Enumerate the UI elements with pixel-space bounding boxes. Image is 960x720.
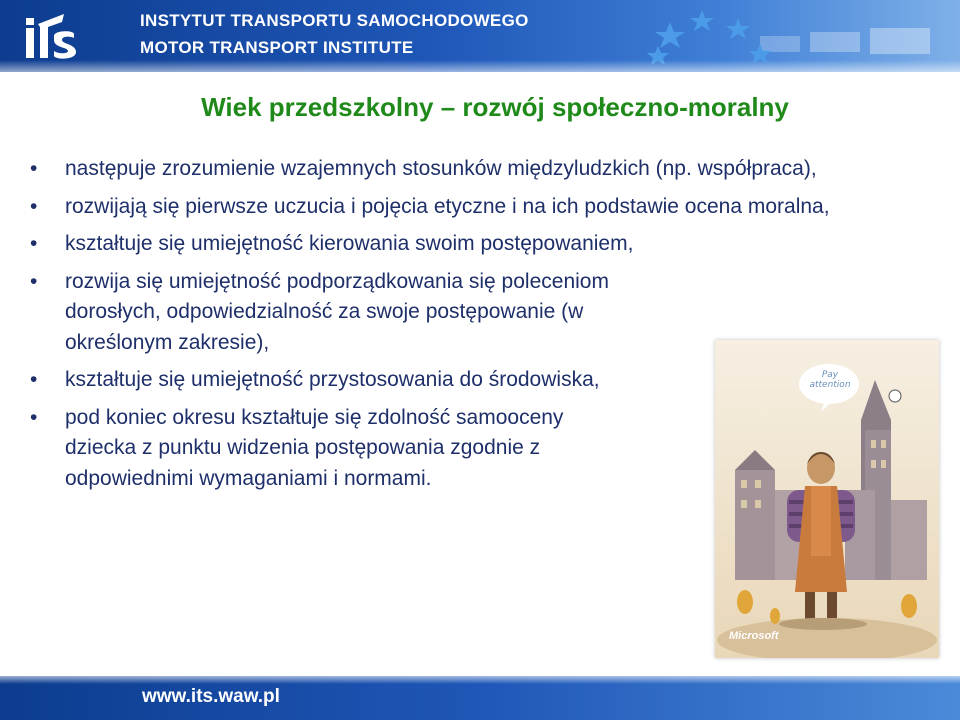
org-name-english: MOTOR TRANSPORT INSTITUTE <box>140 38 414 57</box>
footer-shine <box>0 676 960 684</box>
bullet-item: • rozwija się umiejętność podporządkowania się poleceniom dorosłych, odpowiedzialność za swoje postępowanie (w określonym zakresie), <box>30 267 625 359</box>
its-logo-icon <box>24 10 78 64</box>
poster-image <box>715 340 939 658</box>
microsoft-logo: Microsoft <box>729 630 779 642</box>
bullet-list <box>30 154 830 501</box>
header-banner <box>0 0 960 72</box>
bullet-item: • kształtuje się umiejętność przystosowania do środowiska, <box>30 365 625 396</box>
bullet-item: • pod koniec okresu kształtuje się zdolność samooceny dziecka z punktu widzenia postępowania zgodnie z odpowiednimi wymaganiami i normami. <box>30 403 625 495</box>
footer-banner <box>0 676 960 720</box>
footer-url[interactable]: www.its.waw.pl <box>142 686 280 707</box>
bullet-item: • następuje zrozumienie wzajemnych stosunków międzyludzkich (np. współpraca), <box>30 154 830 185</box>
poster-bubble-text: Pay attention <box>809 370 851 390</box>
eu-stars-icon <box>640 6 960 68</box>
bullet-item: • rozwijają się pierwsze uczucia i pojęcia etyczne i na ich podstawie ocena moralna, <box>30 192 830 223</box>
header-shine <box>0 60 960 72</box>
slide-title: Wiek przedszkolny – rozwój społeczno-moralny <box>201 92 789 122</box>
org-name-polish: INSTYTUT TRANSPORTU SAMOCHODOWEGO <box>140 11 529 30</box>
bullet-item: • kształtuje się umiejętność kierowania swoim postępowaniem, <box>30 229 830 260</box>
